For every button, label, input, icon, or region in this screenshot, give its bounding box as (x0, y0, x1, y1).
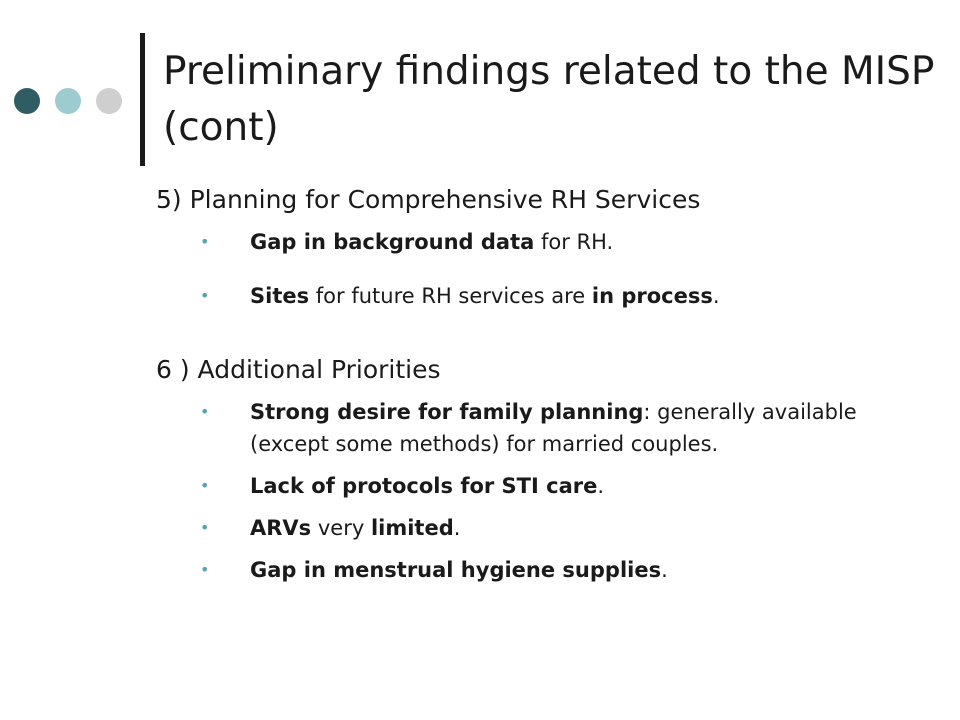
list-item (156, 280, 936, 312)
list-item (156, 226, 936, 258)
list-item-text: Gap in menstrual hygiene supplies. (250, 558, 668, 582)
dot-gray (96, 88, 122, 114)
dot-dark-teal (14, 88, 40, 114)
title-divider-bar (140, 33, 145, 166)
list-item (156, 512, 936, 544)
list-item (156, 396, 936, 460)
bullet-icon: • (200, 476, 210, 495)
bullet-icon: • (200, 560, 210, 579)
section-heading: 6 ) Additional Priorities (156, 355, 441, 384)
section-heading: 5) Planning for Comprehensive RH Services (156, 185, 701, 214)
bullet-list (156, 396, 936, 586)
list-item (156, 554, 936, 586)
bullet-icon: • (200, 518, 210, 537)
list-item-text: ARVs very limited. (250, 516, 461, 540)
list-item-text: Lack of protocols for STI care. (250, 474, 605, 498)
list-item (156, 470, 936, 502)
bullet-icon: • (200, 286, 210, 305)
slide-body (156, 180, 936, 586)
bullet-icon: • (200, 402, 210, 421)
list-item-text: Sites for future RH services are in process. (250, 284, 720, 308)
list-item-text: Strong desire for family planning: generally available (except some methods) for married couples. (250, 400, 857, 456)
list-item-text: Gap in background data for RH. (250, 230, 614, 254)
slide-title: Preliminary findings related to the MISP (cont) (163, 49, 935, 150)
bullet-icon: • (200, 232, 210, 251)
decorative-dots (14, 88, 124, 116)
bullet-list (156, 226, 936, 312)
dot-light-teal (55, 88, 81, 114)
